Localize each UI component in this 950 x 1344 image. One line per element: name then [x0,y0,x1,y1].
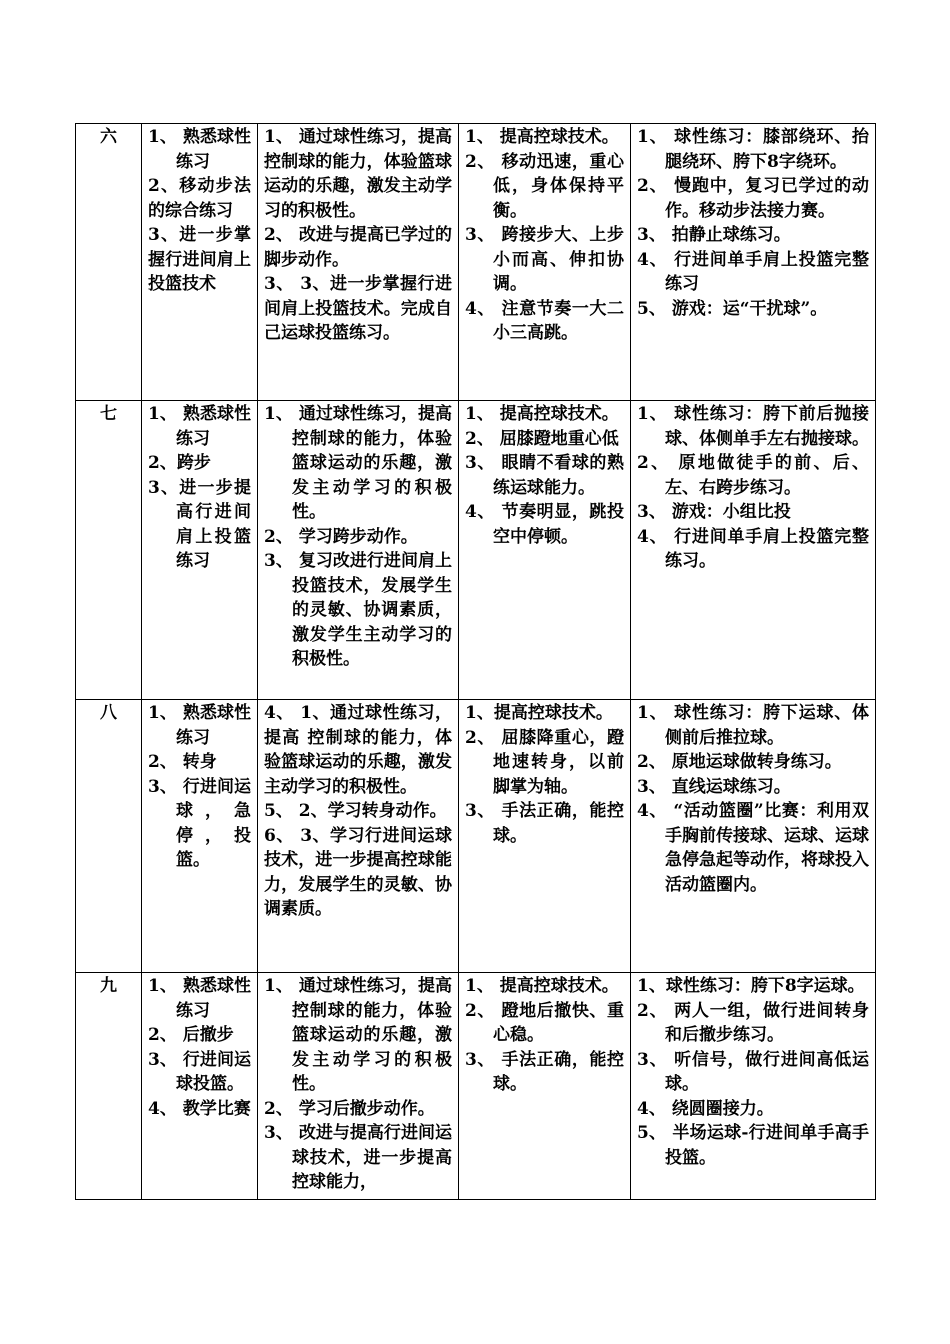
list-item: 3、 3、进一步掌握行进间肩上投篮技术。完成自己运球投篮练习。 [264,274,452,343]
list-item: 2、 学习后撤步动作。 [264,1098,435,1119]
list-item: 1、 提高控球技术。 [465,404,619,424]
list-item: 3、 跨接步大、上步小而高、伸扣协调。 [465,225,624,294]
activities-cell [631,973,876,1200]
list-item: 2、 原地做徒手的前、后、左、右跨步练习。 [637,453,869,498]
list-item: 2、 屈膝蹬地重心低 [465,428,619,449]
table-row [76,700,876,973]
table-row [76,124,876,401]
table-row [76,973,876,1200]
list-item: 1、 熟悉球性练习 [148,127,251,172]
goals-cell [258,401,459,700]
list-item: 1、 球性练习：胯下运球、体侧前后推拉球。 [637,703,869,748]
activities-cell [631,700,876,973]
list-item: 5、 半场运球-行进间单手高手投篮。 [637,1123,869,1168]
list-item: 1、提高控球技术。 [465,703,613,723]
list-item: 3、 手法正确，能控球。 [465,801,624,846]
lesson-number: 七 [76,401,142,700]
activities-cell [631,401,876,700]
content-cell [142,700,258,973]
goals-cell [258,124,459,401]
list-item: 3、 听信号，做行进间高低运球。 [637,1049,869,1094]
list-item: 4、 注意节奏一大二小三高跳。 [465,298,624,343]
goals-cell [258,973,459,1200]
content-cell [142,973,258,1200]
list-item: 3、 行进间运球，急停，投篮。 [148,776,251,870]
list-item: 5、 2、学习转身动作。 [264,801,447,821]
list-item: 2、 原地运球做转身练习。 [637,752,842,772]
list-item: 2、 学习跨步动作。 [264,526,418,547]
list-item: 1、 球性练习：胯下前后抛接球、体侧单手左右抛接球。 [637,404,869,449]
list-item: 1、 熟悉球性练习 [148,703,251,748]
lesson-number: 八 [76,700,142,973]
list-item: 1、球性练习：胯下8字运球。 [637,976,865,996]
list-item: 4、 “活动篮圈”比赛：利用双手胸前传接球、运球、运球急停急起等动作，将球投入活动篮圈内。 [637,801,869,895]
list-item: 4、 1、通过球性练习，提高 控制球的能力，体验篮球运动的乐趣，激发主动学习的积极性。 [264,703,452,797]
list-item: 3、 拍静止球练习。 [637,225,791,245]
key-points-cell [459,401,631,700]
list-item: 2、 转身 [148,752,217,772]
list-item: 2、 移动迅速，重心低，身体保持平衡。 [465,151,624,221]
table-row [76,401,876,700]
lesson-number: 六 [76,124,142,401]
list-item: 2、 后撤步 [148,1025,234,1045]
goals-cell [258,700,459,973]
list-item: 3、 游戏：小组比投 [637,502,791,522]
list-item: 3、 改进与提高行进间运球技术，进一步提高控球能力， [264,1123,452,1192]
list-item: 5、 游戏：运“干扰球”。 [637,298,828,319]
list-item: 4、 绕圆圈接力。 [637,1098,774,1119]
list-item: 1、 提高控球技术。 [465,127,619,147]
list-item: 2、 蹬地后撤快、重心稳。 [465,1000,624,1045]
list-item: 2、 改进与提高已学过的脚步动作。 [264,225,452,270]
list-item: 1、 通过球性练习，提高控制球的能力，体验篮球运动的乐趣，激发主动学习的积极性。 [264,404,452,522]
list-item: 6、 3、学习行进间运球技术，进一步提高控球能力，发展学生的灵敏、协调素质。 [264,825,452,919]
list-item: 2、 两人一组，做行进间转身和后撤步练习。 [637,1000,869,1045]
list-item: 2、 慢跑中，复习已学过的动作。移动步法接力赛。 [637,176,869,221]
list-item: 4、 教学比赛 [148,1098,251,1119]
content-cell [142,401,258,700]
lesson-number: 九 [76,973,142,1200]
list-item: 2、跨步 [148,453,211,473]
key-points-cell [459,973,631,1200]
lesson-plan-table [75,123,876,1200]
activities-cell [631,124,876,401]
list-item: 2、 屈膝降重心，蹬地速转身，以前脚掌为轴。 [465,727,624,797]
list-item: 1、 球性练习：膝部绕环、抬腿绕环、胯下8字绕环。 [637,127,869,172]
list-item: 3、 行进间运球投篮。 [148,1049,251,1094]
content-cell [142,124,258,401]
list-item: 3、 眼睛不看球的熟练运球能力。 [465,453,624,498]
list-item: 1、 提高控球技术。 [465,976,619,996]
key-points-cell [459,124,631,401]
list-item: 4、 节奏明显，跳投空中停顿。 [465,502,624,547]
list-item: 3、进一步提高行进间肩上投篮练习 [148,477,251,571]
list-item: 1、 通过球性练习，提高控制球的能力，体验篮球运动的乐趣，激发主动学习的积极性。 [264,127,452,221]
list-item: 3、 直线运球练习。 [637,776,791,797]
list-item: 3、 手法正确，能控球。 [465,1049,624,1094]
list-item: 1、 熟悉球性练习 [148,404,251,449]
list-item: 1、 熟悉球性练习 [148,976,251,1021]
key-points-cell [459,700,631,973]
list-item: 1、 通过球性练习，提高控制球的能力，体验篮球运动的乐趣，激发主动学习的积极性。 [264,976,452,1094]
list-item: 3、 复习改进行进间肩上投篮技术，发展学生的灵敏、协调素质，激发学生主动学习的积极性。 [264,551,452,669]
list-item: 3、进一步掌握行进间肩上投篮技术 [148,225,251,294]
list-item: 2、移动步法的综合练习 [148,176,251,221]
list-item: 4、 行进间单手肩上投篮完整练习 [637,249,869,294]
list-item: 4、 行进间单手肩上投篮完整练习。 [637,526,869,571]
